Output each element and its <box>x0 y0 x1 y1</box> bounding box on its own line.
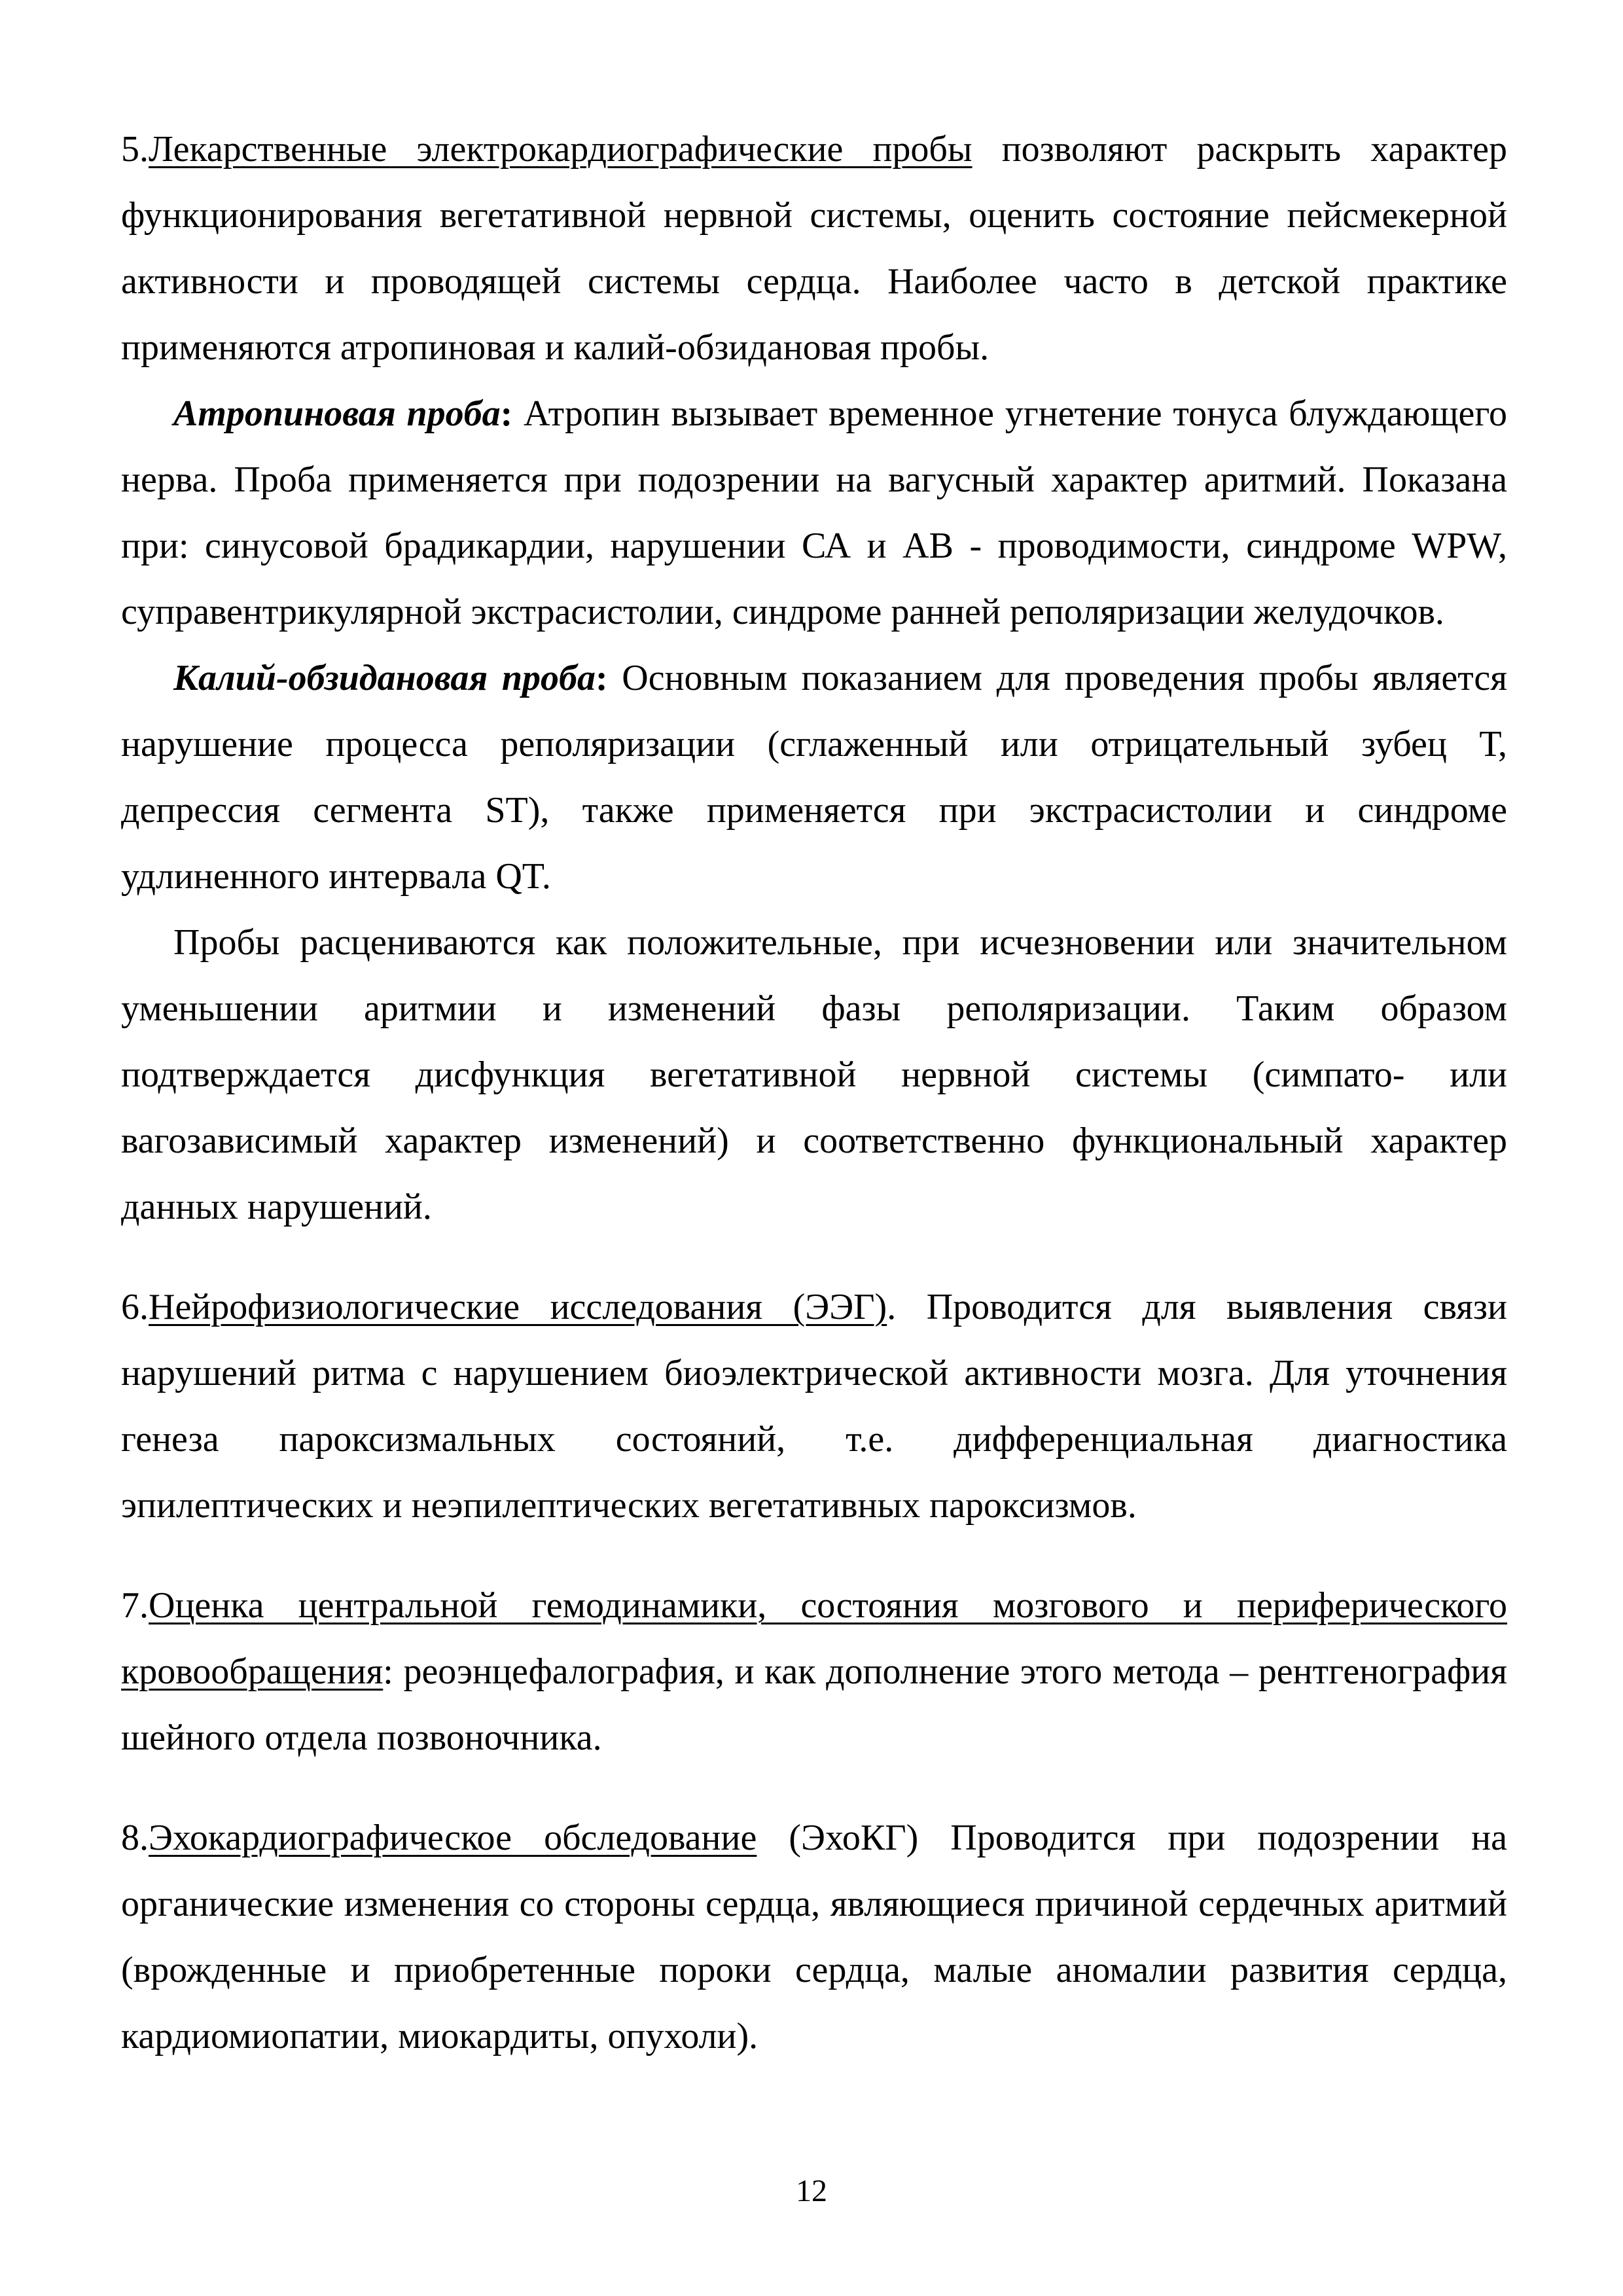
potassium-obsidan-test-term: Калий-обзидановая проба <box>173 658 596 698</box>
document-body <box>121 117 1507 2070</box>
section-5-text: позволяют раскрыть характер функционирования вегетативной нервной системы, оценить состояние пейсмекерной активности и проводящей системы сердца. Наиболее часто в детской практике применяются атропиновая и калий-обзидановая пробы. <box>121 129 1508 368</box>
page-number: 12 <box>796 2174 827 2208</box>
test-assessment-paragraph <box>121 910 1507 1240</box>
section-8-paragraph <box>121 1805 1507 2070</box>
section-7-text: : реоэнцефалография, и как дополнение этого метода – рентгенография шейного отдела позвоночника. <box>121 1651 1507 1758</box>
section-6-text: . Проводится для выявления связи нарушений ритма с нарушением биоэлектрической активности мозга. Для уточнения генеза пароксизмальных состояний, т.е. дифференциальная диагностика эпилептических и неэпилептических вегетативных пароксизмов. <box>121 1287 1507 1526</box>
section-8-title: Эхокардиографическое обследование <box>149 1818 757 1858</box>
atropine-test-colon: : <box>500 393 513 434</box>
section-5-paragraph <box>121 117 1507 381</box>
section-7-paragraph <box>121 1573 1507 1771</box>
section-6-title: Нейрофизиологические исследования (ЭЭГ) <box>149 1287 887 1327</box>
section-5-title: Лекарственные электрокардиографические пробы <box>149 129 972 170</box>
potassium-obsidan-test-paragraph <box>121 645 1507 910</box>
test-assessment-text: Пробы расцениваются как положительные, при исчезновении или значительном уменьшении аритмии и изменений фазы реполяризации. Таким образом подтверждается дисфункция вегетативной нервной системы (симпато- или вагозависимый характер изменений) и соответственно функциональный характер данных нарушений. <box>121 922 1507 1227</box>
section-7-title: Оценка центральной гемодинамики, состояния мозгового и периферического кровообращения <box>121 1585 1507 1692</box>
section-8-text: (ЭхоКГ) Проводится при подозрении на органические изменения со стороны сердца, являющиеся причиной сердечных аритмий (врожденные и приобретенные пороки сердца, малые аномалии развития сердца, кардиомиопатии, миокардиты, опухоли). <box>121 1818 1508 2056</box>
section-7-number: 7. <box>121 1585 149 1626</box>
atropine-test-text: Атропин вызывает временное угнетение тонуса блуждающего нерва. Проба применяется при подозрении на вагусный характер аритмий. Показана при: синусовой брадикардии, нарушении СА и АВ - проводимости, синдроме WPW, суправентрикулярной экстрасистолии, синдроме ранней реполяризации желудочков. <box>121 393 1507 632</box>
atropine-test-paragraph <box>121 381 1507 645</box>
section-5-number: 5. <box>121 129 149 170</box>
section-6-paragraph <box>121 1274 1507 1539</box>
potassium-obsidan-test-text: Основным показанием для проведения пробы является нарушение процесса реполяризации (сглаженный или отрицательный зубец Т, депрессия сегмента ST), также применяется при экстрасистолии и синдроме удлиненного интервала QT. <box>121 658 1507 897</box>
atropine-test-term: Атропиновая проба <box>173 393 501 434</box>
potassium-obsidan-test-colon: : <box>595 658 608 698</box>
section-6-number: 6. <box>121 1287 149 1327</box>
section-8-number: 8. <box>121 1818 149 1858</box>
